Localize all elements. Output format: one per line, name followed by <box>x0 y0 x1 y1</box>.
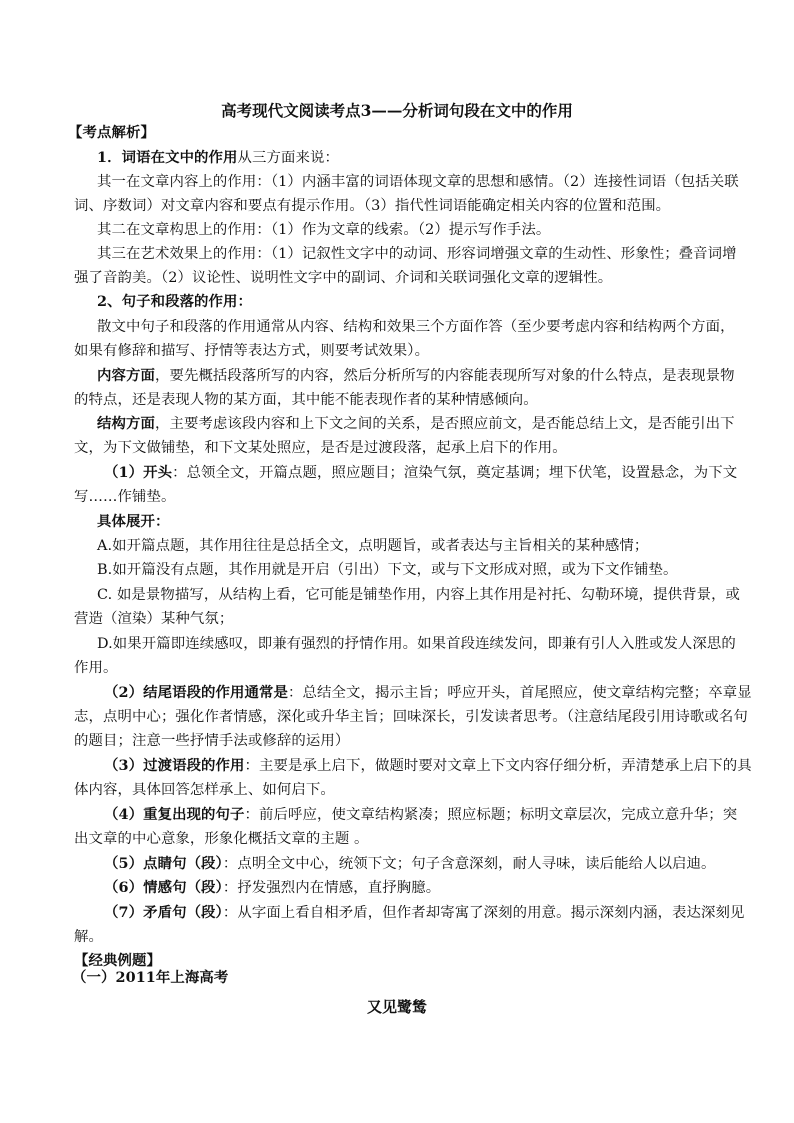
paragraph-14-line-1: D.如果开篇即连续感叹，即兼有强烈的抒情作用。如果首段连续发问，即兼有引人入胜或发人深思的 <box>97 636 736 652</box>
paragraph-9-line-2: 写……作铺垫。 <box>74 489 176 505</box>
paragraph-7-rest: ，要先概括段落所写的内容，然后分析所写的内容能表现所写对象的什么特点，是表现景物 <box>154 368 735 384</box>
paragraph-9-line-1 <box>104 463 737 483</box>
paragraph-20-line-1 <box>104 903 745 923</box>
paragraph-2-line-2: 词、序数词）对文章内容和要点有提示作用。（3）指代性词语能确定相关内容的位置和范围。 <box>74 198 671 214</box>
paragraph-15-line-3: 的题目；注意一些抒情手法或修辞的运用） <box>74 733 350 749</box>
paragraph-1-rest: 从三方面来说： <box>237 150 339 166</box>
paragraph-18 <box>104 854 716 874</box>
paragraph-15-line-2: 志，点明中心；强化作者情感，深化或升华主旨；回味深长，引发读者思考。（注意结尾段引用诗歌或名句 <box>74 709 748 725</box>
paragraph-3: 其二在文章构思上的作用：（1）作为文章的线索。（2）提示写作手法。 <box>97 222 551 238</box>
paragraph-5-heading: 2、句子和段落的作用： <box>97 293 253 310</box>
paragraph-19-rest: ：抒发强烈内在情感，直抒胸臆。 <box>222 880 441 896</box>
paragraph-16-line-2: 体内容，具体回答怎样承上、如何启下。 <box>74 782 335 798</box>
paragraph-19 <box>104 878 440 898</box>
paragraph-4-line-2: 强了音韵美。（2）议论性、说明性文字中的副词、介词和关联词强化文章的逻辑性。 <box>74 270 613 286</box>
paragraph-19-lead: （6）情感句（段） <box>104 879 223 896</box>
paragraph-15-line-1 <box>104 683 752 703</box>
paragraph-20-lead: （7）矛盾句（段） <box>104 904 223 921</box>
paragraph-13-line-1: C. 如是景物描写，从结构上看，它可能是铺垫作用，内容上其作用是衬托、勾勒环境，提供背景，或 <box>97 587 741 603</box>
paragraph-9-lead: （1）开头 <box>104 464 173 481</box>
paragraph-17-line-1 <box>104 805 737 825</box>
paragraph-18-lead: （5）点睛句（段） <box>104 855 223 872</box>
paragraph-1-lead: 1．词语在文中的作用 <box>97 149 238 166</box>
paragraph-7-line-1 <box>97 366 735 386</box>
paragraph-6-line-1: 散文中句子和段落的作用通常从内容、结构和效果三个方面作答（至少要考虑内容和结构两个方面， <box>97 319 735 335</box>
paragraph-17-lead: （4）重复出现的句子 <box>104 806 245 823</box>
paragraph-4-line-1: 其三在艺术效果上的作用：（1）记叙性文字中的动词、形容词增强文章的生动性、形象性；叠音词增 <box>97 246 737 262</box>
example-heading: （一）2011年上海高考 <box>72 969 229 986</box>
paragraph-8-rest: ，主要考虑该段内容和上下文之间的关系，是否照应前文，是否能总结上文，是否能引出下 <box>154 416 735 432</box>
paragraph-15-rest: ：总结全文，揭示主旨；呼应开头，首尾照应，使文章结构完整；卒章显 <box>288 685 752 701</box>
paragraph-20-rest: ：从字面上看自相矛盾，但作者却寄寓了深刻的用意。揭示深刻内涵，表达深刻见 <box>222 905 745 921</box>
paragraph-14-line-2: 作用。 <box>74 660 118 676</box>
paragraph-8-line-1 <box>97 414 735 434</box>
paragraph-16-lead: （3）过渡语段的作用 <box>104 757 245 774</box>
paragraph-8-line-2: 文，为下文做铺垫，和下文某处照应，是否是过渡段落，起承上启下的作用。 <box>74 440 567 456</box>
document-title: 高考现代文阅读考点3——分析词句段在文中的作用 <box>221 101 573 120</box>
paragraph-6-line-2: 如果有修辞和描写、抒情等表达方式，则要考试效果）。 <box>74 343 430 359</box>
section-heading-analysis: 【考点解析】 <box>68 124 155 141</box>
paragraph-1 <box>97 148 339 168</box>
paragraph-13-line-2: 营造（渲染）某种气氛； <box>74 611 234 627</box>
paragraph-15-lead: （2）结尾语段的作用通常是 <box>104 684 289 701</box>
paragraph-17-rest: ：前后呼应，使文章结构紧凑；照应标题；标明文章层次，完成立意升华；突 <box>244 807 738 823</box>
paragraph-20-line-2: 解。 <box>74 929 103 945</box>
paragraph-17-line-2: 出文章的中心意象，形象化概括文章的主题 。 <box>74 831 369 847</box>
section-heading-examples: 【经典例题】 <box>74 952 161 969</box>
paragraph-9-rest: ：总领全文，开篇点题，照应题目；渲染气氛，奠定基调；埋下伏笔，设置悬念，为下文 <box>172 465 738 481</box>
paragraph-16-rest: ：主要是承上启下，做题时要对文章上下文内容仔细分析，弄清楚承上启下的具 <box>244 758 752 774</box>
paragraph-11: A.如开篇点题，其作用往往是总括全文，点明题旨，或者表达与主旨相关的某种感情； <box>97 538 649 554</box>
paragraph-2-line-1: 其一在文章内容上的作用：（1）内涵丰富的词语体现文章的思想和感情。（2）连接性词语（包括关联 <box>97 174 739 190</box>
paragraph-7-line-2: 的特点，还是表现人物的某方面，其中能不能表现作者的某种情感倾向。 <box>74 392 538 408</box>
article-title: 又见鹭鸶 <box>366 998 427 1016</box>
paragraph-12: B.如开篇没有点题，其作用就是开启（引出）下文，或与下文形成对照，或为下文作铺垫。 <box>97 562 678 578</box>
paragraph-8-lead: 结构方面 <box>97 415 155 432</box>
paragraph-16-line-1 <box>104 756 752 776</box>
paragraph-7-lead: 内容方面 <box>97 367 155 384</box>
paragraph-18-rest: ：点明全文中心，统领下文；句子含意深刻，耐人寻味，读后能给人以启迪。 <box>222 856 716 872</box>
paragraph-10-heading: 具体展开： <box>97 513 170 530</box>
